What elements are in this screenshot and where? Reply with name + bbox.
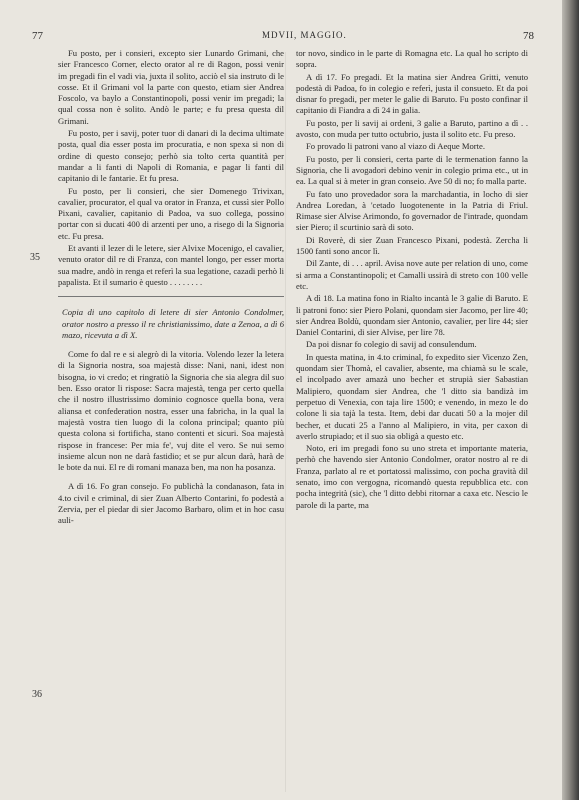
page-header [32, 30, 534, 46]
paragraph: Come fo dal re e si alegrò di la vitoria. Volendo lezer la letera di la Signoria nostra, soa majestà disse: Nani, nani, idest non bisogna, io vi credo; et ringratiò la Signoria che sia alegra dil suo ben. Esso orator li rispose: Sacra majestà, tenga per certo quella che il nostro illustrissimo dominio cognosce quella bona, vera aliansa et confederation nostra, esser una fabricha, in la qual la majestà vostra tien luogo di la colona principal; quanto più questa colona si fortificha, stano contenti et sicuri. Soa majestà rispose in francese: Per mia fe', vuj dite el vero. Se nui semo insieme alcun non ne darà fastidio; et se pur alcun darà, harà de le bote da nui. El re di romani manaza ben, ma non ha posanza. [58, 349, 284, 473]
paragraph: Fu posto, per li consieri, che sier Domenego Trivixan, cavalier, procurator, el qual va orator in Franza, et cussì sier Pollo Pixani, cavalier, capitanio di Padoa, va suo collega, possino portar con si ducati 400 di arzenti per uno, a risego di la Signoria etc. Fu presa. [58, 185, 285, 241]
separator-rule [58, 296, 284, 297]
column-gutter [285, 52, 286, 792]
paragraph: tor novo, sindico in le parte di Romagna etc. La qual ho scripto di sopra. [296, 48, 528, 70]
paragraph: Dil Zante, di . . . april. Avisa nove aute per relation di uno, come si arma a Constantinopoli; et Camalli ussirà di streto con 100 velle etc. [296, 258, 528, 291]
running-title: MDVII, MAGGIO. [262, 30, 347, 40]
margin-number: 36 [32, 689, 42, 700]
letter-heading: Copia di uno capitolo di letere di sier Antonio Condolmer, orator nostro a presso il re christianissimo, date a Zenoa, a dì 6 mazo, ricevuta a dì X. [62, 307, 284, 340]
paragraph: Fu posto, per li consieri, certa parte di le termenation fanno la Signoria, che li avogadori debino venir in colegio prima etc., ut in ea. La qual si à meter in gran conseio. Ave 50 di no; fo malla parte. [296, 153, 528, 187]
paragraph: Da poi disnar fo colegio di savij ad consulendum. [306, 339, 477, 350]
paragraph: Di Roverè, di sier Zuan Francesco Pixani, podestà. Zercha li 1500 fanti sono ancor lì. [296, 234, 528, 257]
right-page-number: 78 [523, 30, 534, 42]
right-column [296, 48, 528, 512]
paragraph: Fu posto, per i savij, poter tuor di danari di la decima ultimate posta, qual dia esser posta im procuratia, e non spexa si non di ordine di questo consejo; perhò sia tolto certa quantità per mandar a li fanti di Napoli di Romania, e pagar li fanti dil capitanio di le fantarie. Et fu presa. [58, 128, 284, 184]
paragraph: Fu fato uno provedador sora la marchadantia, in locho di sier Andrea Loredan, à 'cetado luogotenente in la Patria di Friul. Rimase sier Alvise Arimondo, fo governador de l'intrade, quondam sier Piero; il scurtinio sarà di soto. [296, 188, 528, 233]
paragraph: A dì 17. Fo pregadi. Et la matina sier Andrea Gritti, venuto podestà di Padoa, fo in colegio e referì, justa il consueto. Et da poi disnar fo pregadi, per meter le galie di Baruto. Fu posto confinar il capitanio di Fiandra a dì 24 in galia. [296, 71, 528, 116]
paragraph: Fu posto, per i consieri, excepto sier Lunardo Grimani, che sier Francesco Corner, electo orator al re di Ragon, possi venir im pregadi fin el vadi via, juxta il solito, acciò el sia instruto di le cosse. Et il Grimani vol la parte con questo, etiam sier Andrea Foscolo, va baylo a Constantinopoli, possi venir im pregadi; la qual cossa non è solito. Andò le parte; e fu presa questa dil Grimani. [58, 48, 284, 126]
page-edge-shadow [562, 0, 579, 800]
paragraph: A dì 18. La matina fono in Rialto incantà le 3 galie di Baruto. E li patroni fono: sier Piero Polani, quondam sier Jacomo, per lire 40; sier Andrea Boldù, quondam sier Antonio, cavalier, per lire 44; sier Daniel Contarini, di sier Alvise, per lire 78. [296, 293, 528, 338]
paragraph: Fo provado li patroni vano al viazo di Aeque Morte. [306, 141, 485, 152]
left-column [58, 48, 284, 528]
paragraph: A dì 16. Fo gran consejo. Fo publichà la condanason, fata in 4.to civil e criminal, di sier Zuan Alberto Contarini, fo podestà a Zervia, per el piedar di sier Jacomo Barbaro, olim et in hoc casu auli- [58, 481, 284, 526]
paragraph: Noto, eri im pregadi fono su uno streta et importante materia, perhò che havendo sier Antonio Condolmer, orator nostro al re di Franza, parlato al re et portatossi malissimo, con pocha gravità dil senato, imo con vergogna, ricomandò questa repubblica etc. con pocha integrità (sic), che 'l ditto debbi ritornar a caxa etc. Nescio le parole di la parte, ma [296, 443, 528, 510]
margin-number: 35 [30, 252, 40, 263]
paragraph: In questa matina, in 4.to criminal, fo expedito sier Vicenzo Zen, quondam sier Thomà, el cavalier, absente, ma chiamà su le scale, el incolpado aver amazà uno becher et strupià sier Sabastian Malipiero, quondam sier Andrea, che 'l ditto sia bandizà im perpetuo di Venexia, con taja lire 1500; e venendo, in mezo le do colone li sia tajà la testa. Item, debi dar ducati 50 a la mojer dil becher, et ducati 25 a l'anno al Malipiero, in vita, per caxon di averlo strupiado; et il suo sia obligà a questo etc. [296, 351, 528, 441]
paragraph: Et avanti il lezer di le letere, sier Alvixe Mocenigo, el cavalier, venuto orator dil re di Franza, con mantel longo, per esser morta sua madre, andò in renga et referì la sua legatione, cazadi perhò li papalista. Et il sumario è questo . . . . . . . . [58, 243, 284, 287]
paragraph: Fu posto, per li savij ai ordeni, 3 galie a Baruto, partino a dì . . avosto, con muda per tutto octubrio, justa il solito etc. Fu preso. [296, 117, 528, 140]
left-page-number: 77 [32, 30, 43, 42]
